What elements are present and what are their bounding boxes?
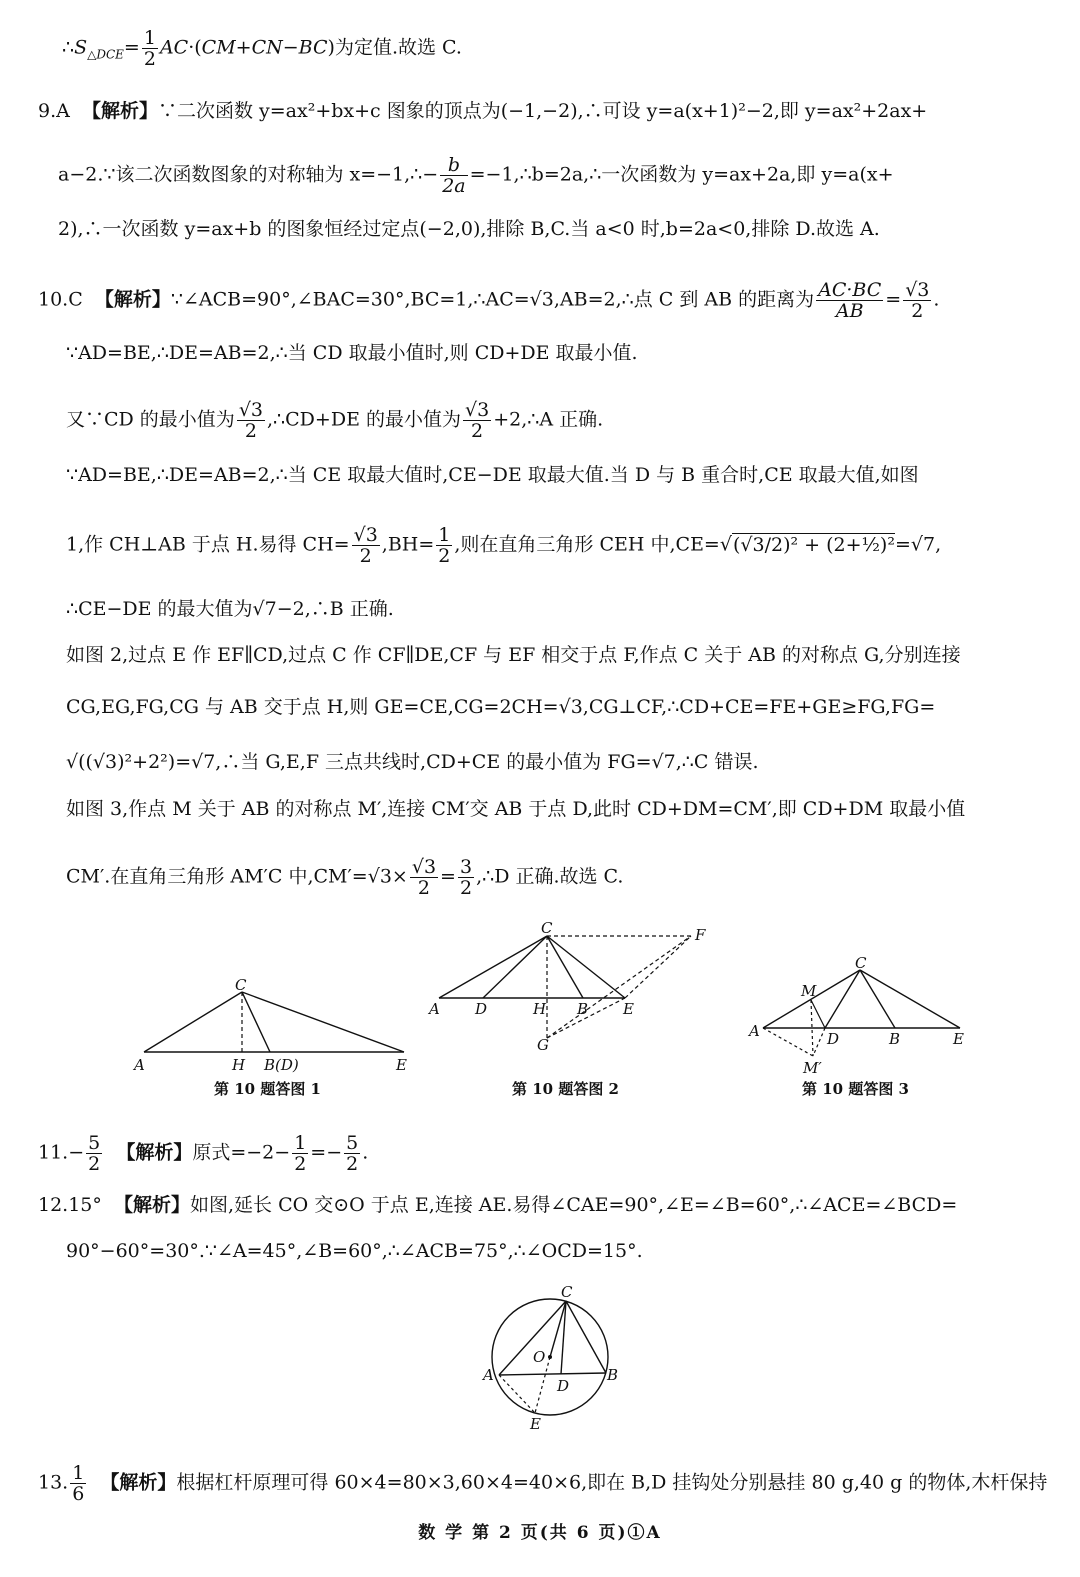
fig12-label-o: O: [533, 1348, 546, 1366]
fig1-label-c: C: [235, 978, 247, 994]
fig1-caption: 第 10 题答图 1: [214, 1080, 321, 1098]
fig3-label-m: M: [801, 982, 817, 1000]
q10-line-11: CM′.在直角三角形 AM′C 中,CM′=√3× $\frac{√3}{2}$ = $\frac{3}{2}$ ,∴D 正确.故选 C.: [66, 856, 624, 899]
fig1-label-h: H: [232, 1056, 246, 1074]
fig3-caption: 第 10 题答图 3: [802, 1080, 909, 1098]
q10-figure-1: [130, 978, 420, 1078]
q9-text-2a: a−2.∵该二次函数图象的对称轴为 x=−1,∴−: [58, 163, 439, 186]
fig12-label-e: E: [530, 1415, 541, 1433]
q12-line-1: 12.15° 【解析】如图,延长 CO 交⊙O 于点 E,连接 AE.易得∠CAE=90°,∠E=∠B=60°,∴∠ACE=∠BCD=: [38, 1194, 958, 1216]
fig2-label-h: H: [533, 1000, 547, 1018]
fig12-label-c: C: [561, 1283, 573, 1301]
fig2-caption: 第 10 题答图 2: [512, 1080, 619, 1098]
q10-line-8: CG,EG,FG,CG 与 AB 交于点 H,则 GE=CE,CG=2CH=√3,CG⊥CF,∴CD+CE=FE+GE≥FG,FG=: [66, 696, 936, 718]
fig2-label-a: A: [429, 1000, 440, 1018]
fig1-label-a: A: [134, 1056, 145, 1074]
q10-line-6: ∴CE−DE 的最大值为√7−2,∴B 正确.: [66, 598, 394, 620]
q10-number: 10.C: [38, 288, 83, 311]
q10-line-10: 如图 3,作点 M 关于 AB 的对称点 M′,连接 CM′交 AB 于点 D,此时 CD+DM=CM′,即 CD+DM 取最小值: [66, 798, 966, 820]
fig3-label-a: A: [749, 1022, 760, 1040]
fig2-label-g: G: [537, 1036, 549, 1053]
q13-line: 13. $\frac{1}{6}$ 【解析】根据杠杆原理可得 60×4=80×3,60×4=40×6,即在 B,D 挂钩处分别悬挂 80 g,40 g 的物体,木杆保持: [38, 1462, 1048, 1505]
fig3-label-d: D: [827, 1030, 840, 1048]
conclusion-line-s-dce: $\therefore S_{\triangle DCE}=$ $\frac{1}{2}$ AC·(CM+CN−BC)为定值.故选 C.: [62, 27, 462, 70]
fig2-label-e: E: [623, 1000, 634, 1018]
q9-tag: 【解析】: [81, 100, 158, 122]
q10-sqrt-expr: (√3/2)² + (2+½)²: [732, 533, 895, 556]
fig12-label-b: B: [607, 1366, 619, 1384]
q10-text-1a: ∵∠ACB=90°,∠BAC=30°,BC=1,∴AC=√3,AB=2,∴点 C 到 AB 的距离为: [170, 288, 815, 311]
page-footer: 数 学 第 2 页(共 6 页)①A: [418, 1523, 662, 1543]
q10-line-9: √((√3)²+2²)=√7,∴当 G,E,F 三点共线时,CD+CE 的最小值为 FG=√7,∴C 错误.: [66, 751, 759, 773]
fig2-label-d: D: [475, 1000, 488, 1018]
fig1-label-e: E: [396, 1056, 407, 1074]
fig2-label-c: C: [541, 919, 553, 937]
q9-text-2b: =−1,∴b=2a,∴一次函数为 y=ax+2a,即 y=a(x+: [469, 163, 894, 186]
fig3-label-mprime: M′: [803, 1059, 822, 1077]
q10-line-2: ∵AD=BE,∴DE=AB=2,∴当 CD 取最小值时,则 CD+DE 取最小值.: [66, 342, 638, 364]
q10-figure-2: [425, 918, 715, 1053]
q9-frac: $\frac{b}{2a}$: [442, 154, 466, 197]
q10-line-4: ∵AD=BE,∴DE=AB=2,∴当 CE 取最大值时,CE−DE 取最大值.当 D 与 B 重合时,CE 取最大值,如图: [66, 464, 919, 486]
fig2-label-b: B: [577, 1000, 589, 1018]
fig2-label-f: F: [695, 926, 706, 944]
q12-circle-figure: [475, 1283, 625, 1433]
q10-line-1: 10.C 【解析】∵∠ACB=90°,∠BAC=30°,BC=1,∴AC=√3,AB=2,∴点 C 到 AB 的距离为 $\frac{AC\cdot BC}{AB}$ = $\frac{√3}{2}$ .: [38, 279, 940, 322]
q10-figure-3: [745, 952, 975, 1077]
q10-frac-dist: $\frac{AC\cdot BC}{AB}$: [818, 279, 882, 322]
fig3-label-e: E: [953, 1030, 964, 1048]
fig12-label-a: A: [483, 1366, 494, 1384]
q9-line-1: [38, 98, 927, 124]
q10-line-5: 1,作 CH⊥AB 于点 H.易得 CH= $\frac{√3}{2}$ ,BH= $\frac{1}{2}$ ,则在直角三角形 CEH 中,CE=√(√3/2)² + (2+½)²=√7,: [66, 524, 942, 567]
q9-number: 9.A: [38, 100, 70, 122]
fig3-label-c: C: [855, 954, 867, 972]
fig3-label-b: B: [889, 1030, 901, 1048]
q9-text-1: ∵二次函数 y=ax²+bx+c 图象的顶点为(−1,−2),∴可设 y=a(x+1)²−2,即 y=ax²+2ax+: [157, 100, 928, 122]
q9-line-2: [58, 155, 894, 196]
fig12-label-d: D: [557, 1377, 570, 1395]
q12-line-2: 90°−60°=30°.∵∠A=45°,∠B=60°,∴∠ACB=75°,∴∠OCD=15°.: [66, 1240, 643, 1262]
q9-line-3: 2),∴一次函数 y=ax+b 的图象恒经过定点(−2,0),排除 B,C.当 a<0 时,b=2a<0,排除 D.故选 A.: [58, 218, 880, 240]
fig1-label-bd: B(D): [264, 1056, 299, 1074]
q10-line-7: 如图 2,过点 E 作 EF∥CD,过点 C 作 CF∥DE,CF 与 EF 相交于点 F,作点 C 关于 AB 的对称点 G,分别连接: [66, 644, 961, 666]
q10-tag: 【解析】: [94, 288, 171, 311]
q10-line-3: 又∵CD 的最小值为 $\frac{√3}{2}$ ,∴CD+DE 的最小值为 $\frac{√3}{2}$ +2,∴A 正确.: [66, 399, 604, 442]
q11-line: 11.− $\frac{5}{2}$ 【解析】原式=−2− $\frac{1}{2}$ =− $\frac{5}{2}$ .: [38, 1132, 369, 1175]
q10-frac-sqrt3-2: $\frac{√3}{2}$: [905, 279, 930, 322]
